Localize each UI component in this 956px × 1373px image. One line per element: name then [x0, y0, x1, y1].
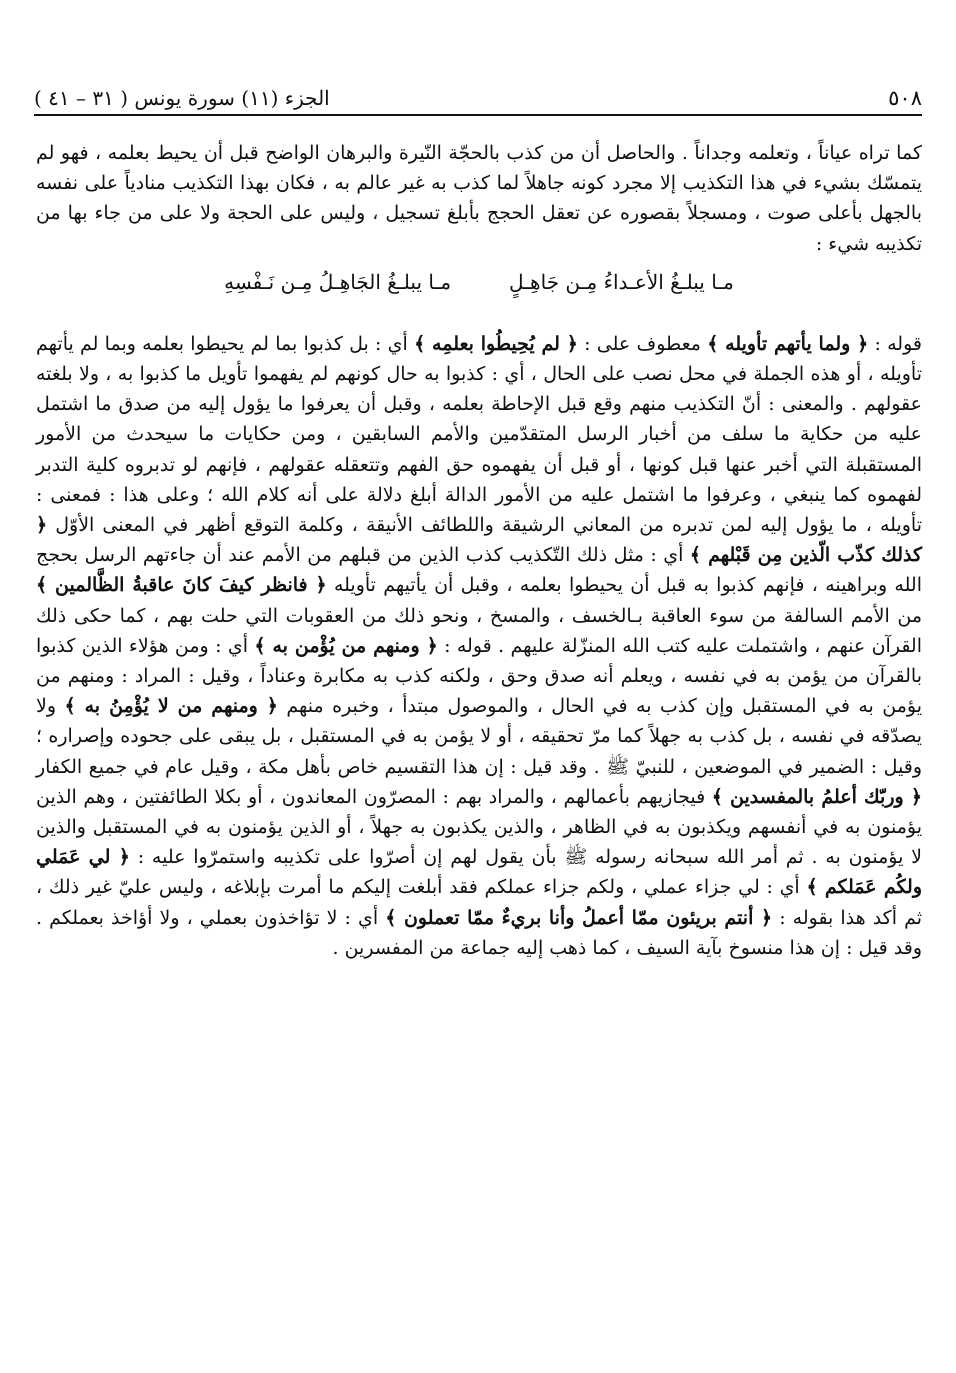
header-rule: [34, 114, 922, 116]
commentary-text: أي : لا تؤاخذون بعملي ، ولا أؤاخذ بعملكم . وقد قيل : إن هذا منسوخ بآية السيف ، كما ذهب إليه جماعة من المفسرين .: [36, 906, 922, 959]
commentary-text: أي : ومن هؤلاء الذين كذبوا بالقرآن من يؤمن به في نفسه ، ويعلم أنه صدق وحق ، ولكنه كذب به مكابرة وعناداً ، وقيل : المراد : ومنهم من يؤمن به في المستقبل وإن كذب به في الحال ، والموصول مبتدأ ، وخبره منهم: [36, 634, 922, 718]
quran-quote: ﴿ ومنهم من لا يُؤْمِنُ به ﴾: [64, 695, 278, 718]
page-number: ٥٠٨: [888, 86, 922, 110]
quran-quote: ﴿ فانظر كيفَ كانَ عاقبةُ الظَّالمين ﴾: [36, 574, 327, 597]
quran-quote: ﴿ ومنهم من يُؤْمن به ﴾: [254, 634, 438, 657]
quran-quote: ﴿ لم يُحِيطُوا بعلمِه ﴾: [414, 332, 578, 355]
commentary-text: أي : مثل ذلك التّكذيب كذب الذين من قبلهم من الأمم عند أن جاءتهم الرسل بحجج الله وبراهينه ، فإنهم كذبوا به قبل أن يحيطوا بعلمه ، وقبل أن يأتيهم تأويله: [36, 544, 922, 597]
commentary-text: فيجازيهم بأعمالهم ، والمراد بهم : المصرّون المعاندون ، أو بكلا الطائفتين ، وهم الذين يؤمنون به في أنفسهم ويكذبون به في الظاهر ، والذين يكذبون به جهلاً ، أو الذين يؤمنون به في المستقبل والذين لا يؤمنون به . ثم أمر الله سبحانه رسوله ﷺ بأن يقول لهم إن أصرّوا على تكذيبه واستمرّوا عليه :: [36, 785, 922, 869]
commentary-text: ولا يصدّقه في نفسه ، بل كذب به جهلاً كما مرّ تحقيقه ، أو لا يؤمن به في المستقبل ، بل يبقى على جحوده وإصراره ؛ وقيل : الضمير في الموضعين ، للنبيّ ﷺ . وقد قيل : إن هذا التقسيم خاص بأهل مكة ، وقيل عام في جميع الكفار: [36, 695, 922, 778]
verse-hemistich-right: مـا يبلـغُ الأعـداءُ مِـن جَاهِـلٍ: [509, 269, 734, 294]
verse-hemistich-left: مـا يبلـغُ الجَاهِـلُ مِـن نَـفْسِهِ: [224, 269, 452, 294]
commentary-text: من الأمم السالفة من سوء العاقبة بـالخسف ، والمسخ ، ونحو ذلك من العقوبات التي حلت بهم ، كما حكى ذلك القرآن عنهم ، واشتملت عليه كتب الله المنزّلة عليهم . قوله :: [36, 604, 922, 657]
quran-quote: ﴿ وربّك أعلمُ بالمفسدين ﴾: [711, 785, 922, 808]
quran-quote: ﴿ لي عَمَلي ولكُم عَمَلكم ﴾: [36, 846, 922, 899]
quran-quote: ﴿ أنتم بريئون ممّا أعملُ وأنا بريءٌ ممّا تعملون ﴾: [385, 906, 773, 929]
commentary-text: أي : بل كذبوا بما لم يحيطوا بعلمه وبما لم يأتهم تأويله ، أو هذه الجملة في محل نصب على الحال ، أي : كذبوا به حال كونهم لم يفهموا تأويل ما كذبوا به ، ولا بلغته عقولهم . والمعنى : أنّ التكذيب منهم وقع قبل الإحاطة بعلمه ، وقبل أن يعرفوا ما يؤول إليه من صدق ما اشتمل عليه من حكاية ما سلف من أخبار الرسل المتقدّمين والأمم السابقين ، ومن حكايات ما سيحدث من الأمور المستقبلة التي أخبر عنها قبل كونها ، أو قبل أن يفهموه حق الفهم وتتعقله عقولهم ، فإنهم لو تدبروه كلية التدبر لفهموه كما ينبغي ، وعرفوا ما اشتمل عليه من الأمور الدالة أبلغ دلالة على أنه كلام الله ؛ وعلى هذا : فمعنى : تأويله ، ما يؤول إليه لمن تدبره من المعاني الرشيقة واللطائف الأنيقة ، وكلمة التوقع أظهر في المعنى الأوّل: [36, 332, 922, 537]
commentary-text: قوله :: [868, 332, 922, 355]
commentary-paragraph: [36, 329, 922, 963]
quran-quote: ﴿ كذلك كذّب الّذين مِن قَبْلهم ﴾: [36, 514, 923, 567]
commentary-text: أي : لي جزاء عملي ، ولكم جزاء عملكم فقد أبلغت إليكم ما أمرت بإبلاغه ، وليس عليّ غير ذلك ، ثم أكد هذا بقوله :: [36, 876, 922, 929]
commentary-text: معطوف على :: [577, 332, 708, 355]
intro-paragraph: كما تراه عياناً ، وتعلمه وجداناً . والحاصل أن من كذب بالحجّة النّيرة والبرهان الواضح قبل أن يحيط بعلمه ، فهو لم يتمسّك بشيء في هذا التكذيب إلا مجرد كونه جاهلاً لما كذب به غير عالم به ، فكان بهذا التكذيب منادياً على نفسه بالجهل بأعلى صوت ، ومسجلاً بقصوره عن تعقل الحجج بأبلغ تسجيل ، وليس على الحجة ولا على من جاء بها من تكذيبه شيء :: [36, 142, 922, 255]
poetry-verse: [36, 267, 922, 297]
running-title: الجزء (١١) سورة يونس ( ٣١ – ٤١ ): [34, 86, 330, 110]
quran-quote: ﴿ ولما يأتهم تأويله ﴾: [707, 332, 869, 355]
page-header: [34, 70, 922, 110]
body-text: [36, 138, 922, 963]
